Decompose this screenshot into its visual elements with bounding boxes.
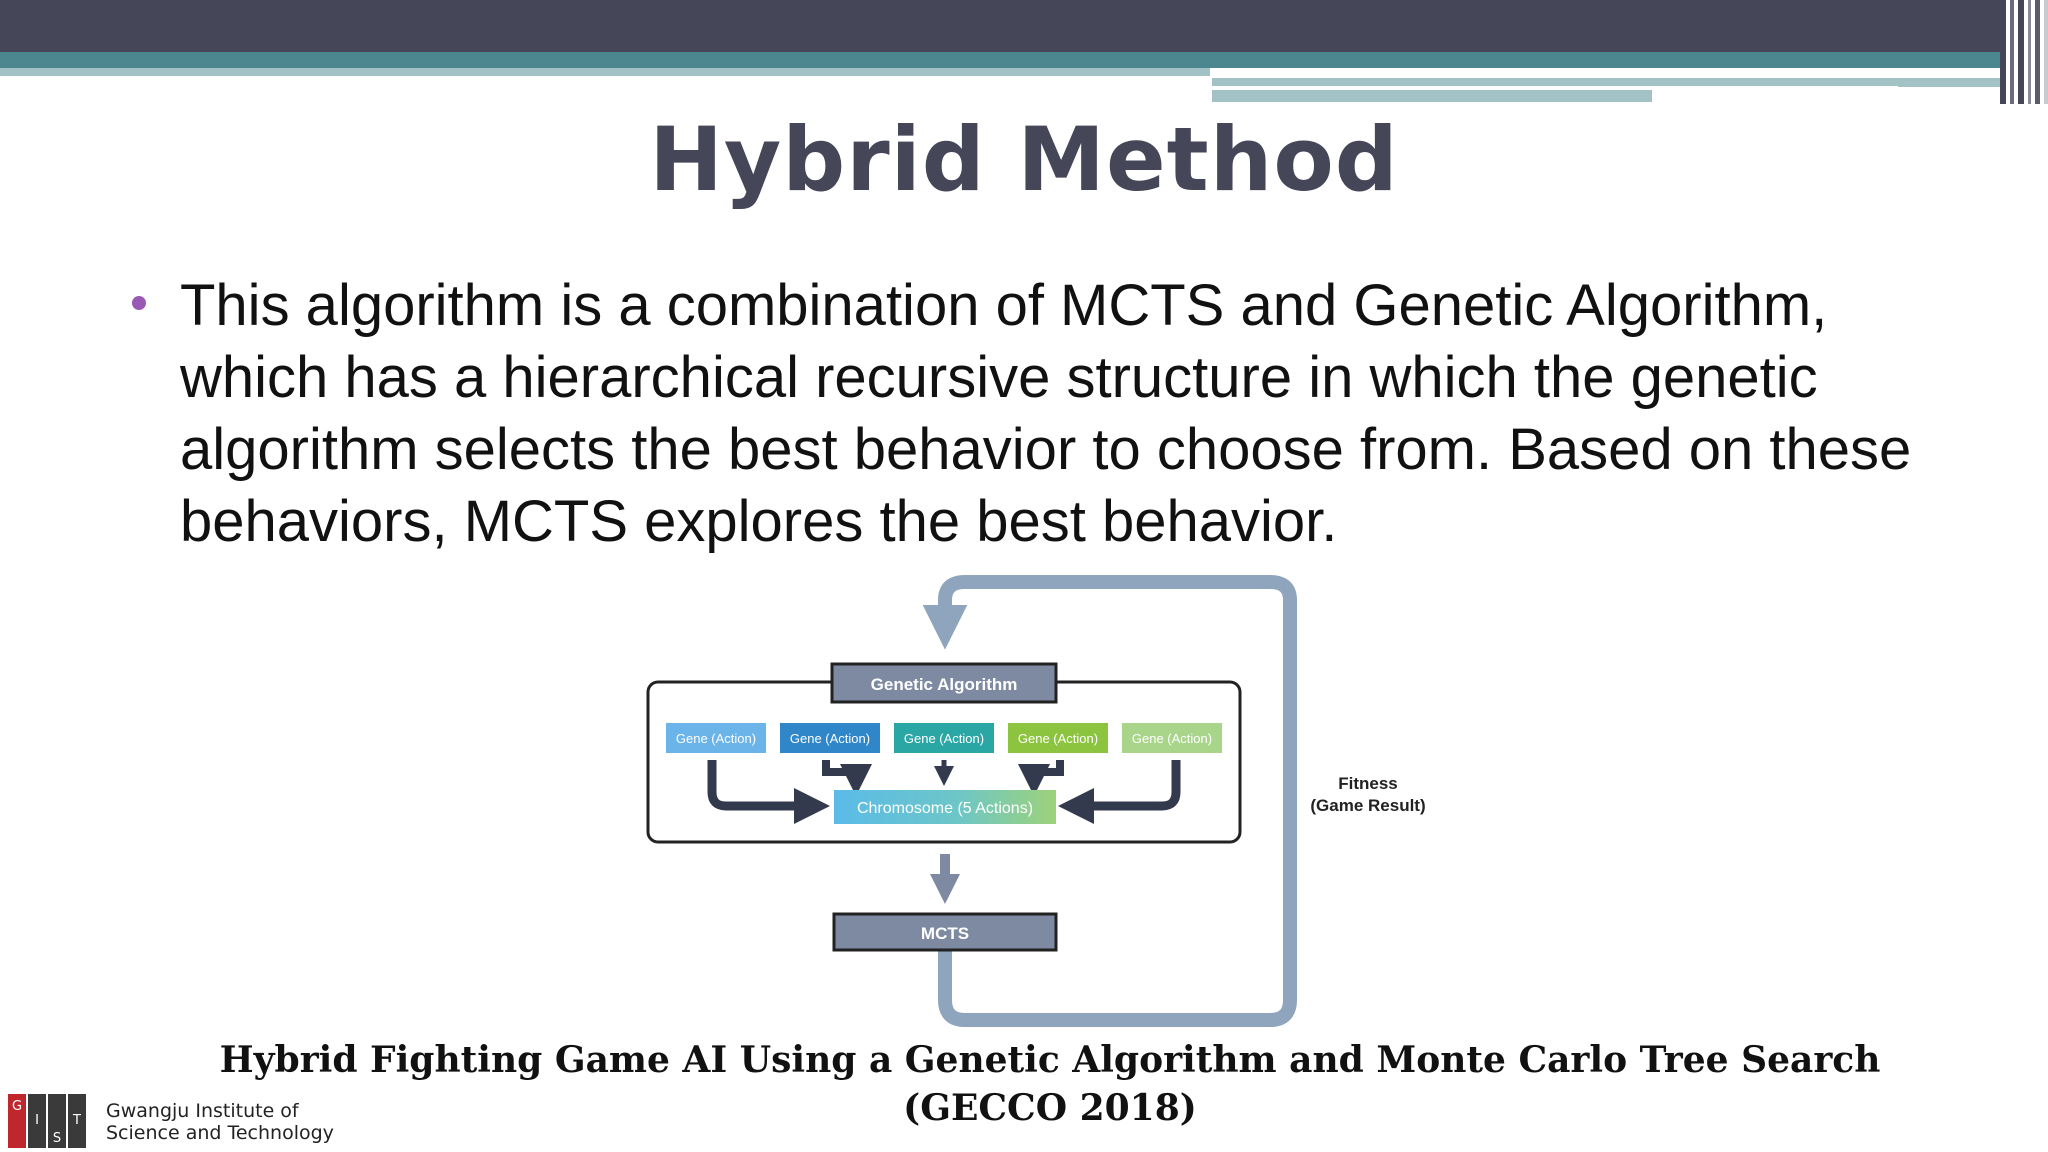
fitness-sublabel: (Game Result) [1310,796,1426,815]
mcts-label: MCTS [920,924,970,943]
logo-letter-g: G [11,1099,23,1114]
citation [200,1036,1900,1132]
slide-title: Hybrid Method [649,108,1399,211]
logo-letter-i: I [35,1113,39,1128]
gene-row [666,723,1222,753]
logo-line-2: Science and Technology [106,1122,334,1144]
gist-logo-text [106,1100,334,1144]
logo-letter-s: S [52,1131,62,1146]
logo-line-1: Gwangju Institute of [106,1100,299,1122]
logo-letter-t: T [73,1113,81,1128]
gene-label-4: Gene (Action) [1017,731,1099,746]
citation-title: Hybrid Fighting Game AI Using a Genetic Algorithm and Monte Carlo Tree Search [219,1039,1881,1081]
citation-venue: (GECCO 2018) [903,1087,1197,1129]
fitness-label: Fitness [1338,774,1398,793]
gene-label-2: Gene (Action) [789,731,871,746]
ga-header-label: Genetic Algorithm [870,675,1018,694]
gene-label-5: Gene (Action) [1131,731,1213,746]
gist-logo-mark [8,1094,88,1148]
gene-label-3: Gene (Action) [903,731,985,746]
gist-logo [8,1094,338,1148]
gene-label-1: Gene (Action) [675,731,757,746]
chromosome-label: Chromosome (5 Actions) [856,800,1034,817]
bullet-text: This algorithm is a combination of MCTS and Genetic Algorithm, which has a hierarchical recursive structure in which the genetic algorithm selects the best behavior to choose from. Based on these behaviors, MCTS explores the best behavior. [180,273,1912,554]
